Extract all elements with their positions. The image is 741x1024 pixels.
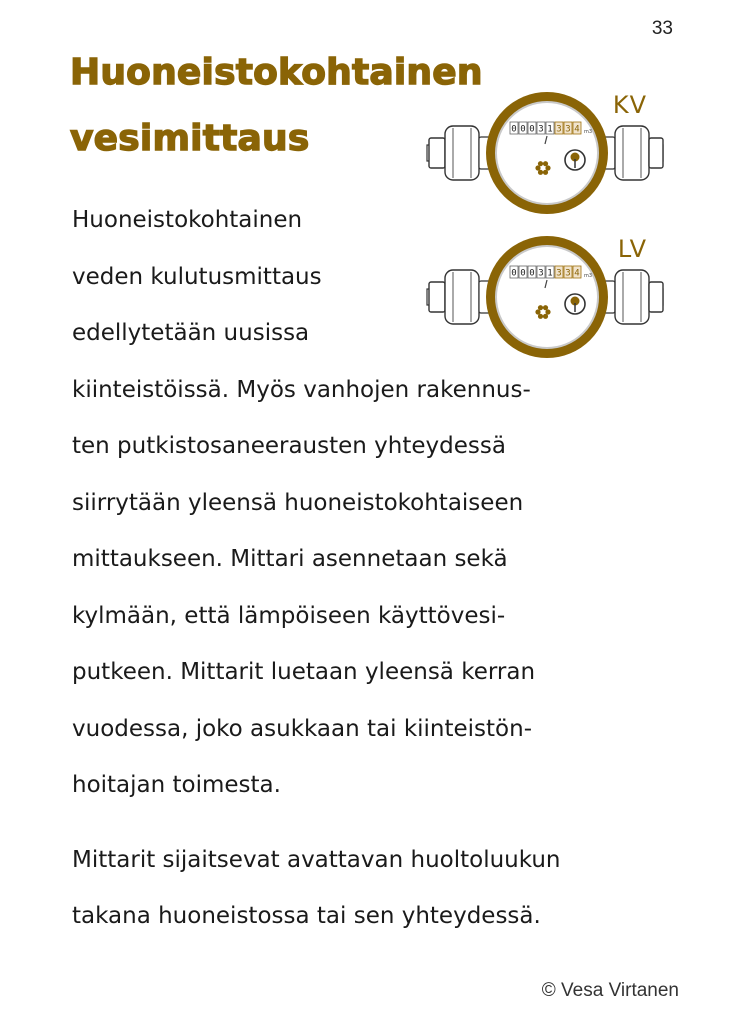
body-line: vuodessa, joko asukkaan tai kiinteistön-: [72, 715, 532, 742]
body-line: kiinteistöissä. Myös vanhojen rakennus-: [72, 376, 531, 403]
body-line: putkeen. Mittarit luetaan yleensä kerran: [72, 659, 536, 685]
page-title: [70, 40, 483, 172]
svg-text:3: 3: [538, 268, 544, 279]
svg-text:0: 0: [511, 124, 517, 135]
copyright-notice: © Vesa Virtanen: [541, 980, 679, 1001]
svg-text:3: 3: [565, 124, 571, 135]
svg-text:0: 0: [529, 124, 535, 135]
svg-text:4: 4: [574, 268, 580, 279]
page-number: 33: [651, 18, 673, 39]
svg-text:0: 0: [511, 268, 517, 279]
body-line: edellytetään uusissa: [72, 320, 310, 346]
body-line: siirrytään yleensä huoneistokohtaiseen: [72, 489, 524, 516]
svg-text:0: 0: [529, 268, 535, 279]
body-line: takana huoneistossa tai sen yhteydessä.: [72, 903, 541, 929]
body-line: hoitajan toimesta.: [72, 772, 281, 798]
body-line: veden kulutusmittaus: [72, 263, 322, 290]
svg-text:m3: m3: [584, 273, 593, 279]
meter-label-kv: KV: [612, 91, 647, 119]
svg-text:4: 4: [574, 124, 580, 135]
body-line: kylmään, että lämpöiseen käyttövesi-: [72, 602, 506, 629]
svg-text:m3: m3: [584, 129, 593, 135]
svg-text:3: 3: [556, 124, 562, 135]
title-line-2: vesimittaus: [70, 118, 310, 159]
body-text: [72, 192, 672, 945]
body-line: Huoneistokohtainen: [72, 207, 303, 233]
svg-text:1: 1: [547, 124, 553, 135]
title-line-1: Huoneistokohtainen: [70, 52, 483, 93]
svg-text:3: 3: [565, 268, 571, 279]
body-line: mittaukseen. Mittari asennetaan sekä: [72, 546, 508, 572]
body-line: ten putkistosaneerausten yhteydessä: [72, 433, 506, 459]
meter-label-lv: LV: [617, 235, 647, 263]
svg-text:1: 1: [547, 268, 553, 279]
svg-text:0: 0: [520, 268, 526, 279]
svg-text:3: 3: [556, 268, 562, 279]
svg-text:0: 0: [520, 124, 526, 135]
body-line: Mittarit sijaitsevat avattavan huoltoluukun: [72, 846, 561, 873]
svg-text:3: 3: [538, 124, 544, 135]
